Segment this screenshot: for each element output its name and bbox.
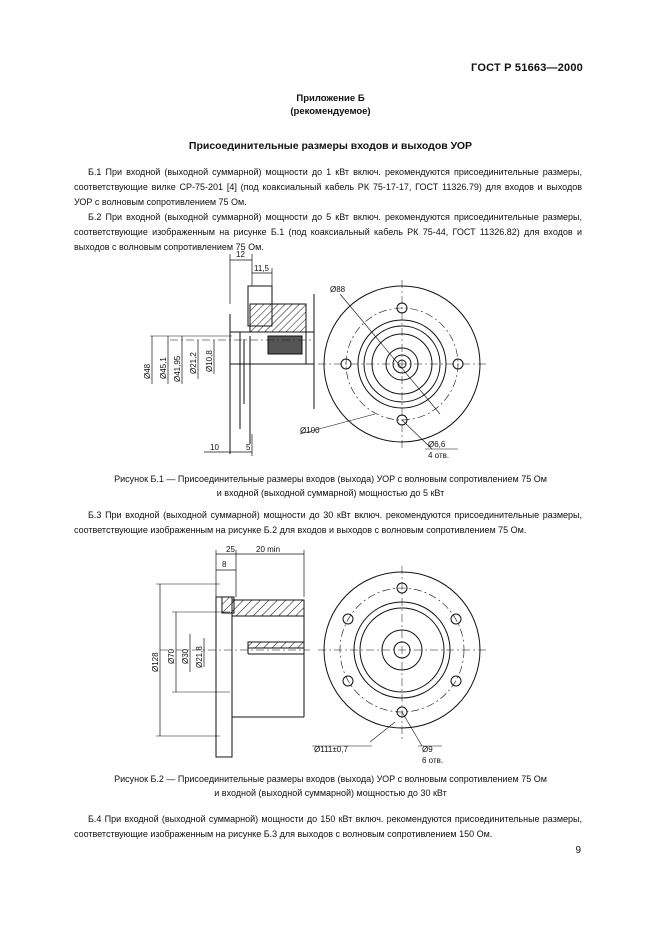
annex-label: Приложение Б	[296, 93, 365, 104]
dim-d10-8: Ø10,8	[205, 350, 214, 372]
dim-25: 25	[226, 545, 235, 554]
figure-b1-caption: Рисунок Б.1 — Присоединительные размеры входов (выхода) УОР с волновым сопротивлением 75 Ом и входной (выходной суммарной) мощностью до 5 кВт	[114, 474, 547, 498]
dim-12: 12	[236, 250, 245, 259]
paragraph-b1: Б.1 При входной (выходной суммарной) мощности до 1 кВт включ. рекомендуются присоединительные размеры, соответствующие вилке СР-75-201 [4] (под коаксиальный кабель РК 75-17-17, ГОСТ 11326.79) для входов и выходов УОР с волновым сопротивлением 75 Ом.	[74, 167, 582, 207]
dim-20-min: 20 min	[256, 545, 281, 554]
section-title: Присоединительные размеры входов и выходов УОР	[188, 140, 473, 152]
dim-d6-6: Ø6,6	[428, 440, 446, 449]
paragraph-b2: Б.2 При входной (выходной суммарной) мощности до 5 кВт включ. рекомендуются присоединительные размеры, соответствующие изображенным на рисунке Б.1 (под коаксиальный кабель РК 75-44, ГОСТ 11326.82) для входов и выходов с волновым сопротивлением 75 Ом.	[74, 212, 582, 252]
dim-8: 8	[222, 560, 227, 569]
dim-d48: Ø48	[143, 363, 152, 379]
figure-b1-drawing	[140, 244, 520, 466]
dim-d111: Ø111±0,7	[314, 745, 348, 754]
paragraph-b3: Б.3 При входной (выходной суммарной) мощности до 30 кВт включ. рекомендуются присоединительные размеры, соответствующие изображенным на рисунке Б.2 для входов и выходов с волновым сопротивлением 75 Ом.	[74, 510, 582, 535]
dim-d70: Ø70	[167, 648, 176, 664]
dim-holes-6: 6 отв.	[422, 756, 444, 765]
figure-b2-caption: Рисунок Б.2 — Присоединительные размеры входов (выхода) УОР с волновым сопротивлением 75 Ом и входной (выходной суммарной) мощностью до 30 кВт	[114, 774, 547, 798]
annex-status: (рекомендуемое)	[290, 106, 371, 117]
standard-header: ГОСТ Р 51663—2000	[471, 62, 583, 74]
dim-d128: Ø128	[151, 652, 160, 672]
dim-d30: Ø30	[181, 648, 190, 664]
dim-d21-8: Ø21,8	[195, 646, 204, 668]
dim-11-5: 11,5	[254, 264, 269, 273]
dim-d41-95: Ø41,95	[173, 355, 182, 382]
dim-10: 10	[210, 443, 219, 452]
dim-d100: Ø100	[300, 426, 320, 435]
dim-d45-1: Ø45,1	[159, 357, 168, 379]
dim-d88: Ø88	[330, 285, 346, 294]
page-number: 9	[575, 845, 581, 856]
annex-heading	[0, 92, 661, 118]
dim-holes-4: 4 отв.	[428, 451, 450, 460]
dim-d21-2: Ø21,2	[189, 352, 198, 374]
figure-b2-drawing	[140, 542, 520, 767]
dim-5: 5	[246, 443, 251, 452]
dim-d9: Ø9	[422, 745, 433, 754]
paragraph-b4: Б.4 При входной (выходной суммарной) мощности до 150 кВт включ. рекомендуются присоединительные размеры, соответствующие изображенным на рисунке Б.3 для выходов с волновым сопротивлением 150 Ом.	[74, 814, 582, 839]
